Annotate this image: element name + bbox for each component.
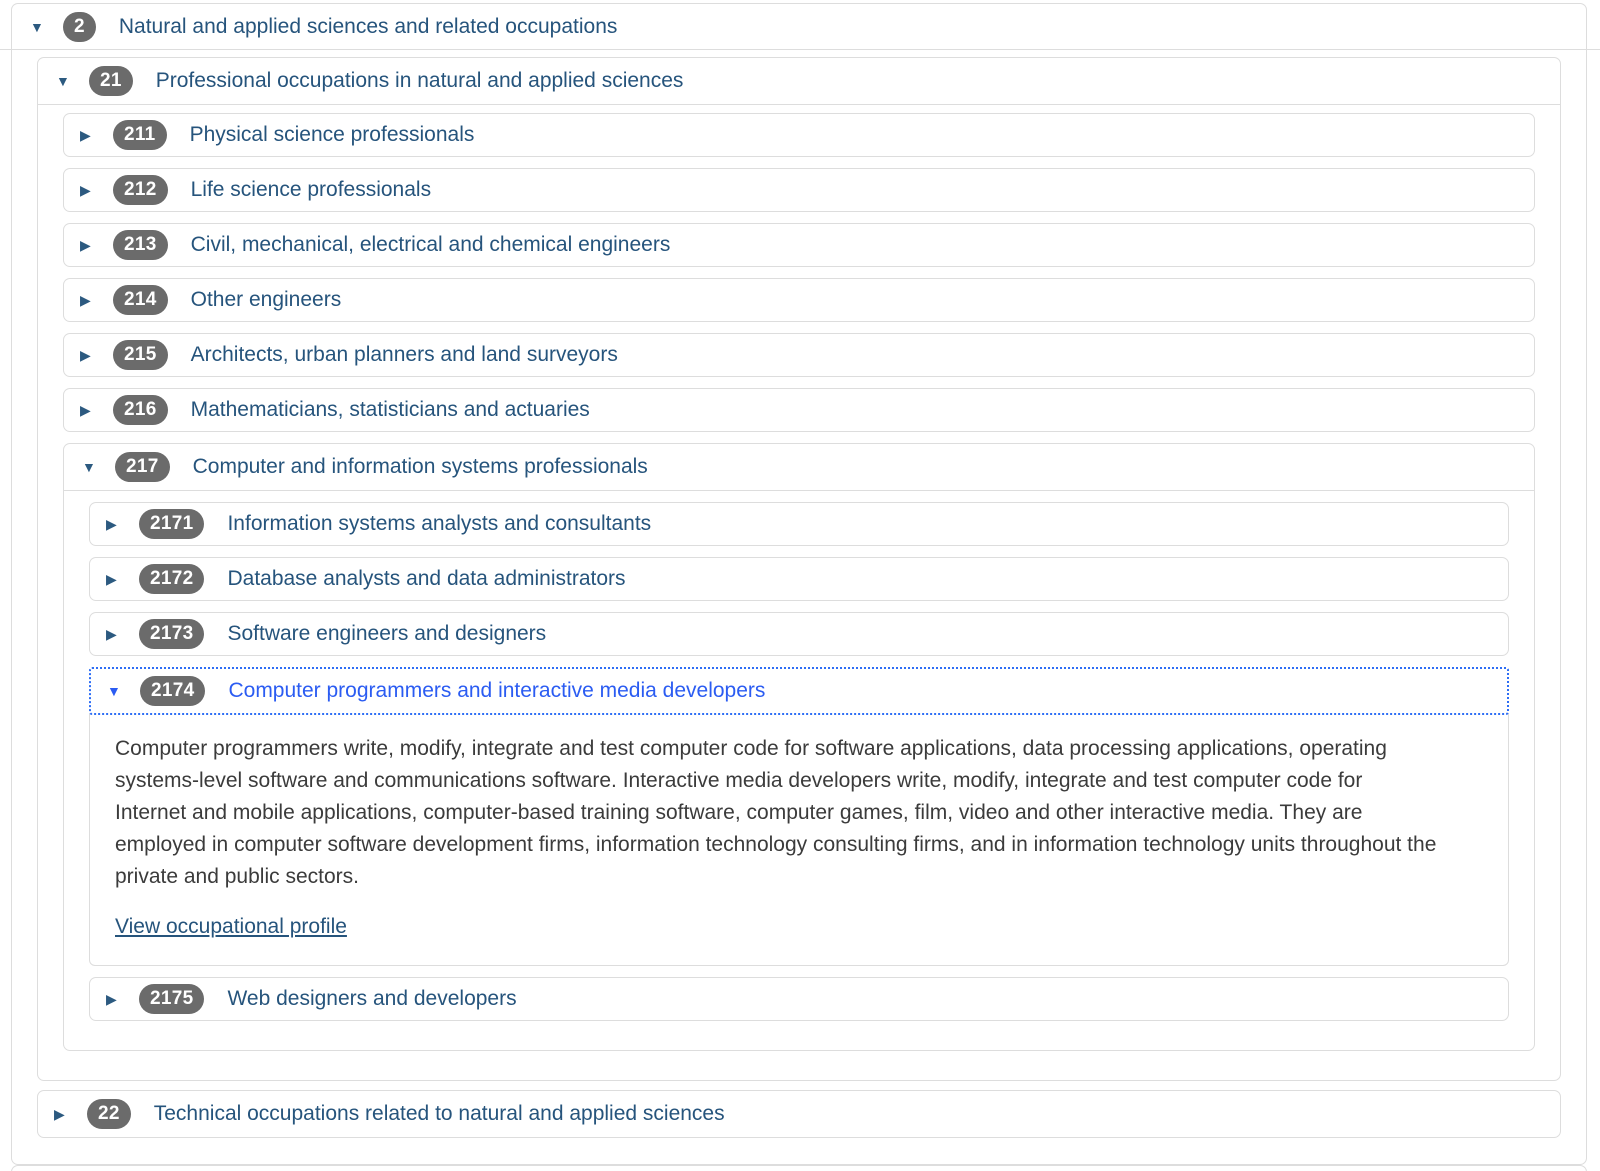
code-badge: 216 [113,395,168,425]
unit-group-2174-panel [89,667,1509,966]
unit-group-2174-header[interactable] [89,667,1509,715]
code-badge: 214 [113,285,168,315]
code-badge: 217 [115,452,170,482]
unit-group-2174-details [90,714,1508,965]
expanded-arrow-icon[interactable]: ▼ [30,18,44,35]
code-badge: 21 [89,66,133,96]
tree-item-2175[interactable] [89,977,1509,1021]
code-badge: 2175 [139,984,204,1014]
minor-group-217-label: Computer and information systems professionals [192,455,648,478]
collapsed-arrow-icon[interactable]: ▶ [80,402,91,418]
category-2-body [12,50,1586,1164]
view-occupational-profile-link[interactable]: View occupational profile [115,915,347,938]
code-badge: 22 [87,1099,131,1129]
code-badge: 211 [113,120,167,150]
tree-item-216[interactable] [63,388,1535,432]
tree-item-215[interactable] [63,333,1535,377]
tree-item-214[interactable] [63,278,1535,322]
tree-item-211[interactable] [63,113,1535,157]
unit-group-2174-description: Computer programmers write, modify, integrate and test computer code for software applications, data processing applications, operating systems-level software and communications software. Interactive media developers write, modify, integrate and test computer code for Internet and mobile applications, computer-based training software, computer games, film, video and other interactive media. They are employed in computer software development firms, information technology consulting firms, and in information technology units throughout the private and public sectors. [115,737,1437,888]
item-label: Information systems analysts and consultants [227,512,652,535]
collapsed-arrow-icon[interactable]: ▶ [54,1106,65,1122]
expanded-arrow-icon[interactable]: ▼ [107,683,121,699]
code-badge: 212 [113,175,168,205]
code-badge: 213 [113,230,168,260]
collapsed-arrow-icon[interactable]: ▶ [106,516,117,532]
minor-group-217-header[interactable] [64,444,1534,491]
tree-item-2171[interactable] [89,502,1509,546]
code-badge: 2172 [139,564,204,594]
code-badge: 215 [113,340,168,370]
item-label: Mathematicians, statisticians and actuaries [190,398,590,421]
minor-group-217-body [64,491,1534,1050]
collapsed-arrow-icon[interactable]: ▶ [80,347,91,363]
major-group-21-label: Professional occupations in natural and applied sciences [155,69,684,92]
major-group-21-body [38,105,1560,1080]
item-label: Life science professionals [190,178,432,201]
collapsed-arrow-icon[interactable]: ▶ [80,237,91,253]
category-2-label: Natural and applied sciences and related occupations [118,14,618,38]
code-badge: 2 [63,12,96,42]
tree-item-213[interactable] [63,223,1535,267]
item-label: Architects, urban planners and land surveyors [190,343,618,366]
item-label: Civil, mechanical, electrical and chemical engineers [190,233,671,256]
code-badge: 2171 [139,509,204,539]
collapsed-arrow-icon[interactable]: ▶ [80,292,91,308]
item-label: Web designers and developers [227,987,517,1010]
tree-item-2173[interactable] [89,612,1509,656]
major-group-22-label: Technical occupations related to natural and applied sciences [153,1102,725,1125]
item-label: Other engineers [190,288,342,311]
item-label: Physical science professionals [189,123,475,146]
expanded-arrow-icon[interactable]: ▼ [56,73,70,89]
item-label: Software engineers and designers [227,622,547,645]
code-badge: 2173 [139,619,204,649]
category-2-header[interactable] [12,4,1586,50]
minor-group-217-panel [63,443,1535,1051]
item-label: Database analysts and data administrators [227,567,626,590]
tree-item-22[interactable] [37,1090,1561,1138]
major-group-21-panel [37,57,1561,1081]
next-category-panel-edge [11,1165,1587,1171]
tree-item-2172[interactable] [89,557,1509,601]
code-badge: 2174 [140,676,205,706]
collapsed-arrow-icon[interactable]: ▶ [106,626,117,642]
unit-group-2174-label: Computer programmers and interactive media developers [228,679,766,702]
tree-item-212[interactable] [63,168,1535,212]
expanded-arrow-icon[interactable]: ▼ [82,459,96,475]
major-group-21-header[interactable] [38,58,1560,105]
collapsed-arrow-icon[interactable]: ▶ [106,571,117,587]
collapsed-arrow-icon[interactable]: ▶ [80,127,91,143]
collapsed-arrow-icon[interactable]: ▶ [80,182,91,198]
collapsed-arrow-icon[interactable]: ▶ [106,991,117,1007]
category-2-panel [11,3,1587,1165]
